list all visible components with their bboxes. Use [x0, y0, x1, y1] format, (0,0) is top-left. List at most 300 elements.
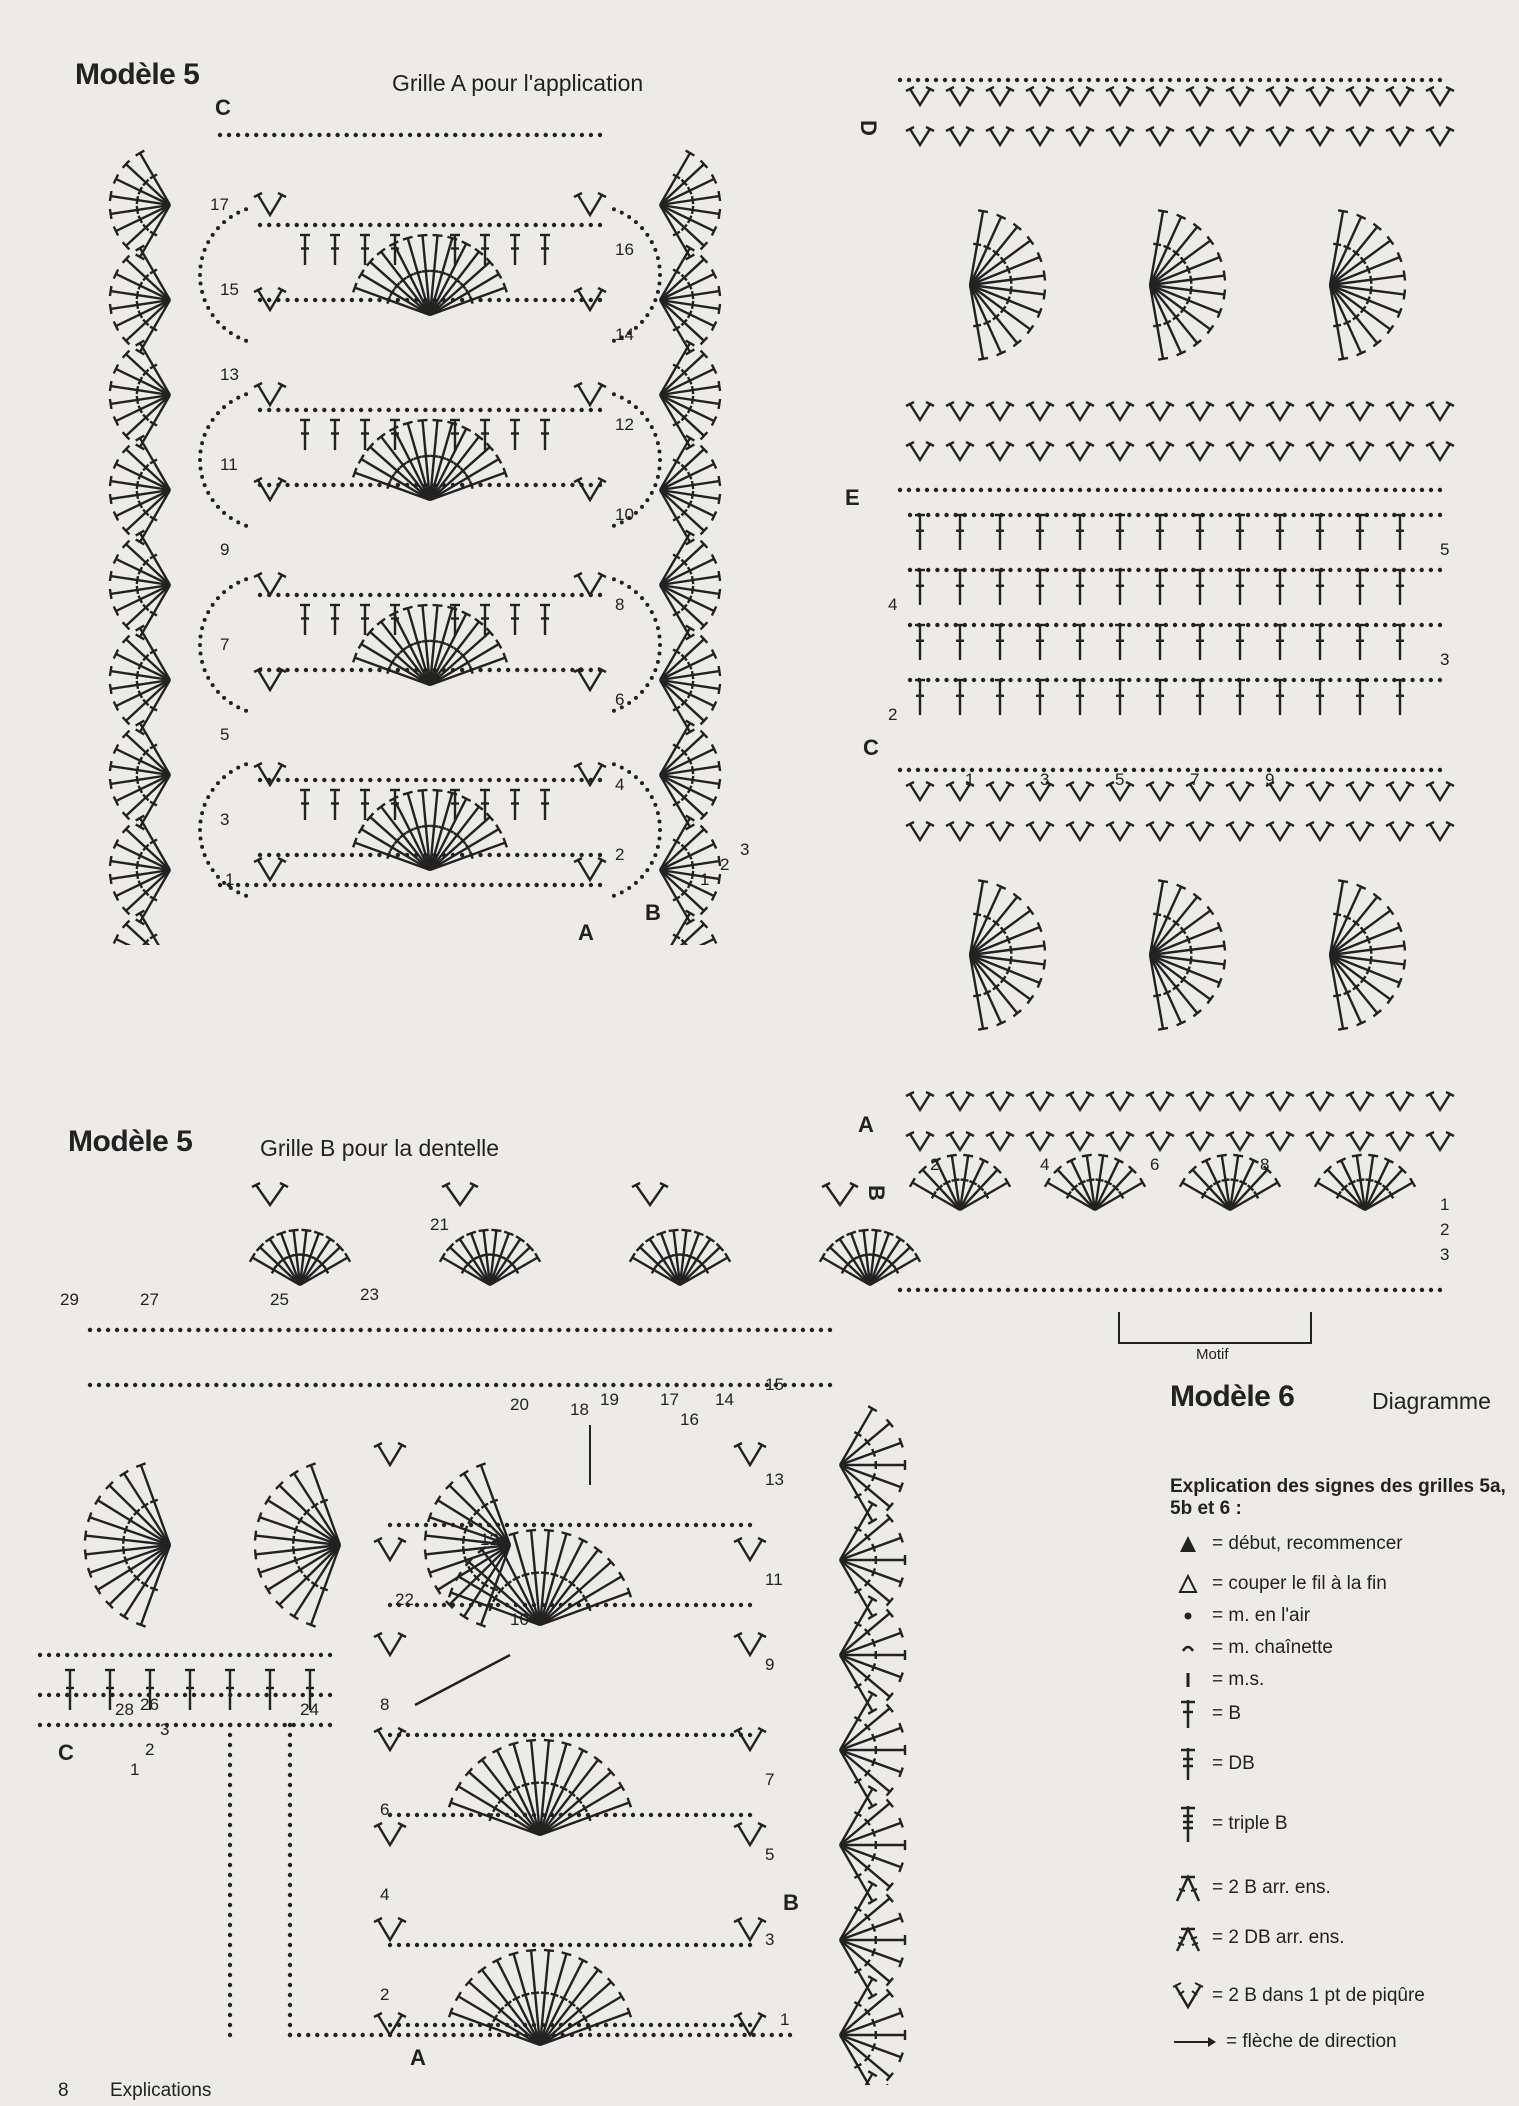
chain-stitch [788, 2033, 792, 2037]
chain-stitch [761, 2033, 765, 2037]
chain-stitch [685, 1813, 689, 1817]
chain-stitch [160, 1383, 164, 1387]
chain-stitch [650, 306, 654, 310]
chain-stitch [423, 483, 427, 487]
shell-stitch [990, 129, 1010, 145]
chain-stitch [460, 298, 464, 302]
chain-stitch [819, 1328, 823, 1332]
chain-stitch [267, 483, 271, 487]
chain-stitch [676, 1603, 680, 1607]
treble-stitch [1007, 967, 1010, 974]
chain-stitch [469, 483, 473, 487]
chain-stitch [288, 1723, 292, 1727]
chain-stitch [424, 2023, 428, 2027]
chain-stitch [532, 1603, 536, 1607]
treble-stitch [692, 681, 693, 689]
treble-stitch [1163, 916, 1170, 919]
chain-stitch [1218, 623, 1222, 627]
chain-stitch [1045, 623, 1049, 627]
chain-stitch [685, 1603, 689, 1607]
chain-stitch [1168, 488, 1172, 492]
chain-stitch [350, 1328, 354, 1332]
chain-stitch [232, 1383, 236, 1387]
chain-stitch [1429, 623, 1433, 627]
chain-stitch [201, 1693, 205, 1697]
chain-stitch [649, 2023, 653, 2027]
chain-stitch [476, 1383, 480, 1387]
chain-stitch [1292, 568, 1296, 572]
chain-stitch [342, 2033, 346, 2037]
treble-stitch [123, 1546, 124, 1554]
chain-stitch [406, 1813, 410, 1817]
chain-stitch [1109, 568, 1113, 572]
chain-stitch [200, 290, 204, 294]
treble-stitch [110, 476, 111, 486]
treble-stitch [688, 691, 691, 698]
legend-text: = 2 B arr. ens. [1212, 1877, 1331, 1898]
treble-stitch [1333, 244, 1341, 245]
chain-stitch [377, 778, 381, 782]
chain-stitch [1222, 1288, 1226, 1292]
shell-stitch [1270, 824, 1290, 840]
treble-stitch [137, 396, 138, 404]
chain-stitch [1015, 488, 1019, 492]
chain-stitch [124, 1328, 128, 1332]
chain-stitch [244, 524, 248, 528]
row-number: 2 [615, 845, 625, 864]
chain-stitch [451, 483, 455, 487]
chain-stitch [516, 133, 520, 137]
chain-stitch [1365, 568, 1369, 572]
chain-stitch [442, 1603, 446, 1607]
legend-text: = flèche de direction [1226, 2031, 1397, 2052]
row-number: 15 [220, 280, 239, 299]
treble-stitch [407, 829, 414, 833]
chain-stitch [277, 1328, 281, 1332]
chain-stitch [934, 78, 938, 82]
chain-stitch [685, 1733, 689, 1737]
chain-stitch [497, 223, 501, 227]
chain-stitch [1127, 568, 1131, 572]
treble-stitch [899, 1483, 902, 1492]
row-number: 6 [1150, 1155, 1160, 1174]
chain-stitch [676, 1523, 680, 1527]
chain-stitch [119, 1693, 123, 1697]
treble-stitch [666, 1255, 674, 1258]
treble-stitch [856, 1255, 864, 1258]
treble-stitch [85, 1531, 86, 1541]
chain-stitch [1337, 678, 1341, 682]
treble-stitch [139, 377, 142, 384]
chain-stitch [1042, 488, 1046, 492]
treble-stitch [863, 1254, 871, 1255]
treble-stitch [1153, 325, 1161, 326]
shell-stitch [1270, 444, 1290, 460]
chain-stitch [656, 475, 660, 479]
chain-stitch [246, 1653, 250, 1657]
chain-stitch [187, 1383, 191, 1387]
chain-stitch [227, 133, 231, 137]
chain-stitch [634, 326, 638, 330]
chain-stitch [561, 2033, 565, 2037]
treble-stitch [418, 420, 428, 421]
chain-stitch [898, 488, 902, 492]
treble-stitch [414, 457, 422, 459]
chain-stitch [1339, 1288, 1343, 1292]
chain-stitch [237, 1723, 241, 1727]
chain-stitch [1024, 768, 1028, 772]
shell-stitch [1390, 784, 1410, 800]
chain-stitch [533, 298, 537, 302]
shell-stitch [578, 575, 602, 595]
chain-stitch [1213, 1288, 1217, 1292]
chain-stitch [1150, 78, 1154, 82]
chain-stitch [228, 1943, 232, 1947]
chain-stitch [1051, 1288, 1055, 1292]
chain-stitch [295, 668, 299, 672]
shell-stitch [1070, 1094, 1090, 1110]
treble-stitch [1150, 285, 1163, 359]
chain-stitch [405, 778, 409, 782]
chain-stitch [497, 778, 501, 782]
chain-stitch [292, 1653, 296, 1657]
chain-stitch [363, 133, 367, 137]
chain-stitch [1365, 513, 1369, 517]
chain-stitch [469, 1813, 473, 1817]
chain-stitch [423, 668, 427, 672]
chain-stitch [1366, 78, 1370, 82]
chain-stitch [979, 78, 983, 82]
chain-stitch [649, 1523, 653, 1527]
treble-stitch [503, 838, 506, 847]
shell-stitch [1150, 1094, 1170, 1110]
chain-stitch [756, 1383, 760, 1387]
shell-stitch [258, 385, 282, 405]
chain-stitch [487, 1733, 491, 1737]
chain-stitch [640, 1813, 644, 1817]
arrow-filled-icon [1170, 1526, 1206, 1562]
row-number: 1 [225, 870, 235, 889]
shell-stitch [1270, 89, 1290, 105]
chain-stitch [907, 1288, 911, 1292]
chain-stitch [1328, 513, 1332, 517]
chain-stitch [295, 408, 299, 412]
chain-stitch [1310, 568, 1314, 572]
chain-stitch [440, 1328, 444, 1332]
shell-stitch [1030, 89, 1050, 105]
chain-stitch [388, 2033, 392, 2037]
chain-stitch [647, 1328, 651, 1332]
chain-stitch [1374, 623, 1378, 627]
chain-stitch [250, 1328, 254, 1332]
chain-stitch [228, 1973, 232, 1977]
chain-stitch [381, 133, 385, 137]
chain-stitch [683, 1328, 687, 1332]
chain-stitch [1177, 768, 1181, 772]
treble-stitch [840, 1465, 901, 1487]
chain-stitch [653, 248, 657, 252]
chain-stitch [1060, 768, 1064, 772]
chain-stitch [178, 1383, 182, 1387]
chain-stitch [645, 868, 649, 872]
chain-stitch [1348, 1288, 1352, 1292]
row-number: 12 [615, 415, 634, 434]
chain-stitch [650, 795, 654, 799]
chain-stitch [406, 1943, 410, 1947]
chain-stitch [658, 1943, 662, 1947]
chain-stitch [165, 1693, 169, 1697]
chain-stitch [1366, 488, 1370, 492]
chain-stitch [201, 1723, 205, 1727]
two-treble-same-stitch-icon [1170, 1978, 1206, 2014]
chain-stitch [350, 853, 354, 857]
chain-stitch [478, 853, 482, 857]
treble-stitch [840, 1750, 901, 1772]
chain-stitch [133, 1383, 137, 1387]
chain-stitch [1017, 678, 1021, 682]
chain-stitch [559, 1733, 563, 1737]
chain-stitch [433, 1733, 437, 1737]
chain-stitch [92, 1693, 96, 1697]
treble-stitch [403, 237, 413, 240]
chain-stitch [721, 1813, 725, 1817]
treble-stitch [136, 1463, 145, 1466]
chain-stitch [288, 1993, 292, 1997]
shell-stitch [738, 1635, 762, 1655]
chain-stitch [627, 701, 631, 705]
chain-stitch [228, 1933, 232, 1937]
treble-stitch [139, 757, 142, 764]
chain-stitch [304, 223, 308, 227]
chain-stitch [206, 425, 210, 429]
chain-stitch [1402, 488, 1406, 492]
chain-stitch [539, 1383, 543, 1387]
chain-stitch [341, 853, 345, 857]
chain-stitch [1045, 568, 1049, 572]
chain-stitch [460, 408, 464, 412]
chain-stitch [288, 1833, 292, 1837]
chain-stitch [453, 883, 457, 887]
chain-stitch [613, 2023, 617, 2027]
chain-stitch [273, 1653, 277, 1657]
shell-stitch [1150, 444, 1170, 460]
chain-stitch [1438, 678, 1442, 682]
shell-stitch [1150, 1134, 1170, 1150]
chain-stitch [469, 1943, 473, 1947]
chain-stitch [405, 408, 409, 412]
treble-stitch [137, 671, 138, 679]
chain-stitch [571, 883, 575, 887]
chain-stitch [408, 883, 412, 887]
chain-stitch [1145, 678, 1149, 682]
chain-stitch [1339, 78, 1343, 82]
chain-stitch [613, 1733, 617, 1737]
chain-stitch [656, 1328, 660, 1332]
chain-stitch [74, 1653, 78, 1657]
chain-stitch [622, 1523, 626, 1527]
shell-stitch [1070, 89, 1090, 105]
chain-stitch [449, 1383, 453, 1387]
chain-stitch [216, 596, 220, 600]
chain-stitch [417, 883, 421, 887]
chain-stitch [228, 1753, 232, 1757]
chain-stitch [223, 1383, 227, 1387]
chain-stitch [470, 2033, 474, 2037]
chain-stitch [595, 1943, 599, 1947]
chain-stitch [288, 1793, 292, 1797]
chain-stitch [613, 1943, 617, 1947]
chain-stitch [458, 1383, 462, 1387]
treble-stitch [688, 377, 691, 384]
chain-stitch [396, 223, 400, 227]
treble-stitch [840, 2035, 901, 2057]
chain-stitch [551, 2033, 555, 2037]
chain-stitch [1015, 768, 1019, 772]
chain-stitch [218, 133, 222, 137]
chain-stitch [1402, 768, 1406, 772]
chain-stitch [128, 1693, 132, 1697]
chain-stitch [1328, 568, 1332, 572]
treble-stitch [139, 662, 142, 669]
chain-stitch [1228, 678, 1232, 682]
chain-stitch [926, 678, 930, 682]
chain-stitch [236, 396, 240, 400]
chain-stitch [288, 1843, 292, 1847]
chain-stitch [577, 1733, 581, 1737]
treble-stitch [276, 1232, 285, 1235]
chain-stitch [1173, 568, 1177, 572]
chain-stitch [1045, 513, 1049, 517]
chain-stitch [222, 326, 226, 330]
chain-stitch [341, 778, 345, 782]
chain-stitch [101, 1693, 105, 1697]
chain-stitch [543, 408, 547, 412]
treble-stitch [110, 571, 111, 581]
chain-stitch [524, 223, 528, 227]
treble-stitch [449, 1798, 452, 1807]
chain-stitch [627, 886, 631, 890]
chain-stitch [1213, 768, 1217, 772]
chain-stitch [1159, 488, 1163, 492]
chain-stitch [634, 220, 638, 224]
shell-stitch [1430, 784, 1450, 800]
chain-stitch [211, 313, 215, 317]
chain-stitch [1136, 513, 1140, 517]
chain-stitch [1393, 488, 1397, 492]
chain-stitch [1218, 568, 1222, 572]
chain-stitch [612, 392, 616, 396]
chain-stitch [458, 1328, 462, 1332]
shell-stitch [738, 1540, 762, 1560]
grid-a-model-title: Modèle 5 [75, 58, 200, 91]
chain-stitch [423, 408, 427, 412]
chain-stitch [478, 483, 482, 487]
chain-stitch [413, 1328, 417, 1332]
chain-stitch [1105, 1288, 1109, 1292]
chain-stitch [645, 603, 649, 607]
chain-stitch [944, 568, 948, 572]
chain-stitch [478, 778, 482, 782]
shell-stitch [910, 784, 930, 800]
chain-stitch [653, 298, 657, 302]
chain-stitch [577, 1603, 581, 1607]
shell-stitch [1270, 1134, 1290, 1150]
chain-stitch [1182, 678, 1186, 682]
chain-stitch [386, 853, 390, 857]
chain-stitch [653, 433, 657, 437]
chain-stitch [747, 1383, 751, 1387]
treble-stitch [899, 2008, 902, 2017]
chain-stitch [506, 778, 510, 782]
chain-stitch [792, 1328, 796, 1332]
shell-stitch [1030, 1094, 1050, 1110]
treble-stitch [255, 1549, 256, 1559]
chain-stitch [236, 890, 240, 894]
chain-stitch [730, 2023, 734, 2027]
treble-stitch [872, 1449, 875, 1457]
chain-stitch [1024, 488, 1028, 492]
chain-stitch [310, 1723, 314, 1727]
chain-stitch [228, 1983, 232, 1987]
chain-stitch [216, 411, 220, 415]
chain-stitch [1420, 623, 1424, 627]
grid-b-title: Grille B pour la dentelle [260, 1135, 500, 1161]
chain-stitch [774, 1328, 778, 1332]
chain-stitch [1145, 513, 1149, 517]
chain-stitch [1346, 678, 1350, 682]
row-number: 1 [965, 770, 975, 789]
treble-stitch [1370, 956, 1371, 964]
chain-stitch [285, 778, 289, 782]
treble-stitch [353, 468, 356, 477]
treble-stitch [680, 1254, 688, 1255]
chain-stitch [216, 875, 220, 879]
chain-stitch [363, 883, 367, 887]
chain-stitch [203, 803, 207, 807]
treble-stitch [476, 1623, 485, 1626]
chain-stitch [1033, 1288, 1037, 1292]
chain-stitch [1429, 768, 1433, 772]
chain-stitch [211, 683, 215, 687]
chain-stitch [1063, 623, 1067, 627]
treble-stitch [466, 1232, 475, 1235]
treble-stitch [1370, 286, 1371, 294]
chain-stitch [656, 290, 660, 294]
chain-stitch [359, 668, 363, 672]
chain-stitch [765, 1328, 769, 1332]
chain-stitch [414, 778, 418, 782]
chain-stitch [586, 1603, 590, 1607]
chain-stitch [543, 593, 547, 597]
chain-stitch [566, 1328, 570, 1332]
treble-stitch [840, 1443, 901, 1465]
chain-stitch [712, 1813, 716, 1817]
chain-stitch [631, 2023, 635, 2027]
chain-stitch [1294, 78, 1298, 82]
chain-stitch [657, 837, 661, 841]
shell-stitch [258, 670, 282, 690]
treble-stitch [872, 1829, 875, 1837]
treble-stitch [109, 1485, 170, 1545]
chain-stitch [460, 668, 464, 672]
treble-stitch [513, 1997, 520, 2001]
chain-stitch [199, 819, 203, 823]
chain-stitch [192, 1653, 196, 1657]
chain-stitch [211, 498, 215, 502]
treble-stitch [1190, 276, 1191, 284]
chain-stitch [368, 1328, 372, 1332]
chain-stitch [263, 883, 267, 887]
